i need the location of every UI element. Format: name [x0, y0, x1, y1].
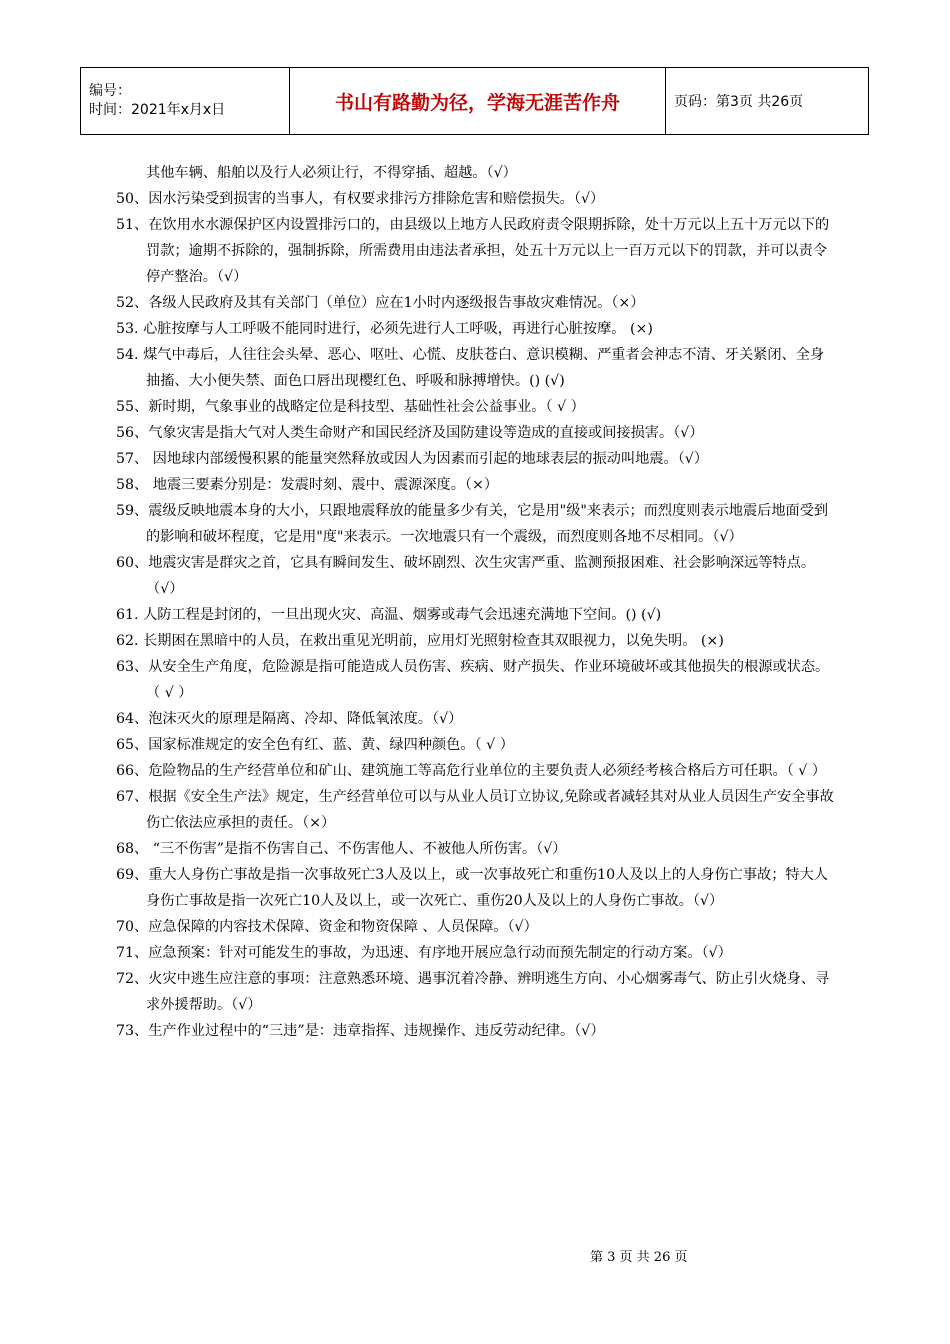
time-label: 时间：2021年x月x日: [89, 102, 226, 118]
question-item: 其他车辆、船舶以及行人必须让行，不得穿插、超越。（√）: [146, 165, 517, 181]
question-item: 53. 心脏按摩与人工呼吸不能同时进行，必须先进行人工呼吸，再进行心脏按摩。 (×): [116, 321, 653, 337]
motto: 书山有路勤为径，学海无涯苦作舟: [290, 68, 666, 135]
question-item: 51、在饮用水水源保护区内设置排污口的，由县级以上地方人民政府责令限期拆除，处十万元以上五十万元以下的罚款；逾期不拆除的，强制拆除，所需费用由违法者承担，处五十万元以上一百万元以下的罚款，并可以责令停产整治。（√）: [116, 217, 830, 285]
question-item: 50、因水污染受到损害的当事人，有权要求排污方排除危害和赔偿损失。（√）: [116, 191, 605, 207]
question-item: 65、国家标准规定的安全色有红、蓝、黄、绿四种颜色。（ √ ）: [116, 737, 514, 753]
question-item: 58、 地震三要素分别是：发震时刻、震中、震源深度。（×）: [116, 477, 499, 493]
question-item: 67、根据《安全生产法》规定，生产经营单位可以与从业人员订立协议,免除或者减轻其对从业人员因生产安全事故伤亡依法应承担的责任。（×）: [116, 789, 834, 831]
question-list: [116, 160, 836, 1044]
question-item: 59、震级反映地震本身的大小，只跟地震释放的能量多少有关，它是用"级"来表示；而烈度则表示地震后地面受到的影响和破坏程度，它是用"度"来表示。一次地震只有一个震级，而烈度则各地不尽相同。（√）: [116, 503, 829, 545]
code-label: 编号：: [89, 83, 131, 99]
question-item: 55、新时期，气象事业的战略定位是科技型、基础性社会公益事业。（ √ ）: [116, 399, 585, 415]
question-item: 61. 人防工程是封闭的，一旦出现火灾、高温、烟雾或毒气会迅速充满地下空间。() (√): [116, 607, 662, 623]
question-item: 57、 因地球内部缓慢积累的能量突然释放或因人为因素而引起的地球表层的振动叫地震。（√）: [116, 451, 709, 467]
page-header: [80, 67, 869, 135]
question-item: 71、应急预案：针对可能发生的事故，为迅速、有序地开展应急行动而预先制定的行动方案。（√）: [116, 945, 732, 961]
question-item: 69、重大人身伤亡事故是指一次事故死亡3人及以上，或一次事故死亡和重伤10人及以上的人身伤亡事故；特大人身伤亡事故是指一次死亡10人及以上，或一次死亡、重伤20人及以上的人身伤亡事故。（√）: [116, 867, 828, 909]
question-item: 70、应急保障的内容技术保障、资金和物资保障 、人员保障。（√）: [116, 919, 538, 935]
question-item: 62. 长期困在黑暗中的人员，在救出重见光明前，应用灯光照射检查其双眼视力，以免失明。 (×): [116, 633, 724, 649]
question-item: 52、各级人民政府及其有关部门（单位）应在1小时内逐级报告事故灾难情况。（×）: [116, 295, 645, 311]
page-label: 页码：第3页 共26页: [666, 68, 869, 135]
question-item: 72、火灾中逃生应注意的事项：注意熟悉环境、遇事沉着冷静、辨明逃生方向、小心烟雾毒气、防止引火烧身、寻求外援帮助。（√）: [116, 971, 830, 1013]
question-item: 66、危险物品的生产经营单位和矿山、建筑施工等高危行业单位的主要负责人必须经考核合格后方可任职。（ √ ）: [116, 763, 827, 779]
question-item: 60、地震灾害是群灾之首，它具有瞬间发生、破坏剧烈、次生灾害严重、监测预报困难、社会影响深远等特点。（√）: [116, 555, 816, 597]
question-item: 64、泡沫灭火的原理是隔离、冷却、降低氧浓度。（√）: [116, 711, 463, 727]
header-meta: [81, 68, 290, 135]
question-item: 68、 “三不伤害”是指不伤害自己、不伤害他人、不被他人所伤害。（√）: [116, 841, 567, 857]
question-item: 54. 煤气中毒后，人往往会头晕、恶心、呕吐、心慌、皮肤苍白、意识模糊、严重者会神志不清、牙关紧闭、全身抽搐、大小便失禁、面色口唇出现樱红色、呼吸和脉搏增快。() (√): [116, 347, 825, 389]
question-item: 73、生产作业过程中的“三违”是：违章指挥、违规操作、违反劳动纪律。（√）: [116, 1023, 605, 1039]
question-item: 63、从安全生产角度，危险源是指可能造成人员伤害、疾病、财产损失、作业环境破坏或其他损失的根源或状态。（ √ ）: [116, 659, 830, 701]
question-item: 56、气象灾害是指大气对人类生命财产和国民经济及国防建设等造成的直接或间接损害。（√）: [116, 425, 704, 441]
page-footer: 第 3 页 共 26 页: [590, 1250, 688, 1265]
